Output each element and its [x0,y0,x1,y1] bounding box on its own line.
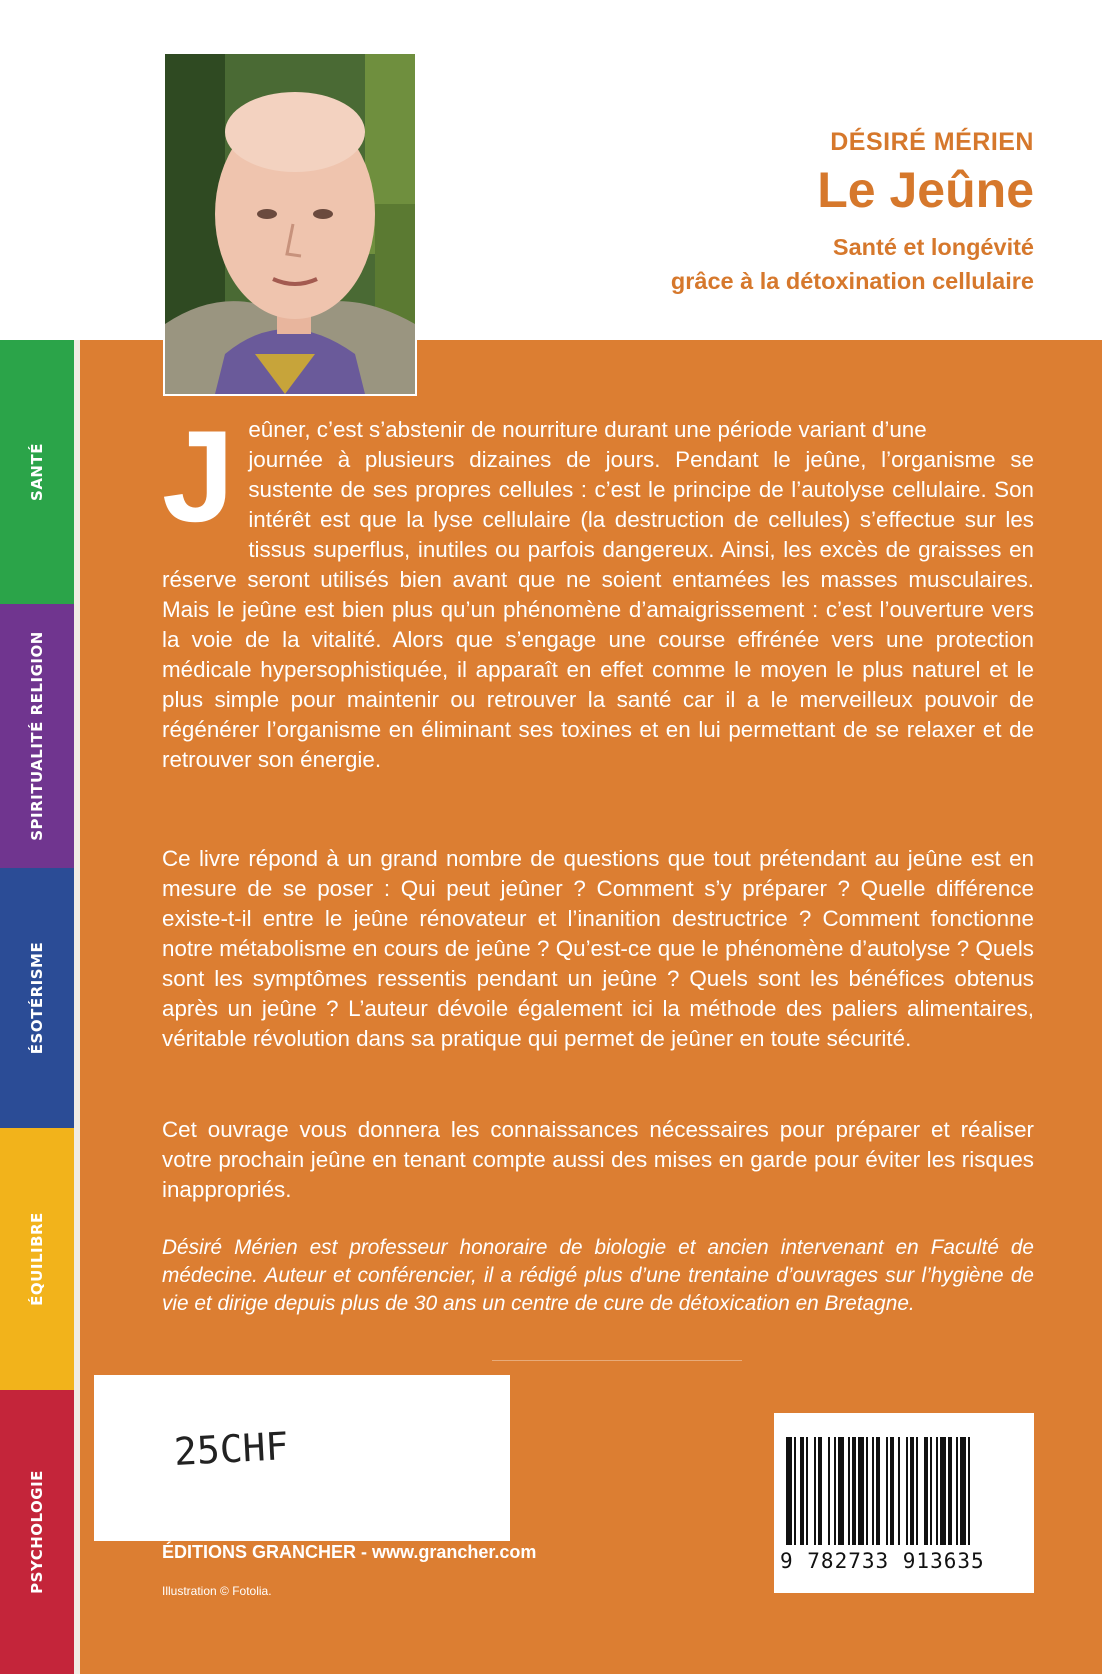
barcode-bar [876,1437,880,1545]
category-label: SPIRITUALITÉ RELIGION [28,631,46,841]
barcode-bar [886,1437,888,1545]
barcode-bar [968,1437,970,1545]
barcode-bar [948,1437,952,1545]
paragraph-conclusion: Cet ouvrage vous donnera les connaissances nécessaires pour préparer et réaliser votre prochain jeûne en tenant compte aussi des mises en garde pour éviter les risques inappropriés. [162,1117,1034,1202]
author-photo [163,52,417,396]
book-subtitle [671,230,1034,298]
barcode-bar [858,1437,864,1545]
divider-line [492,1360,742,1361]
barcode-bar [866,1437,868,1545]
barcode-bar [916,1437,918,1545]
category-sante [0,340,74,604]
barcode-bar [956,1437,958,1545]
book-title: Le Jeûne [817,162,1034,218]
barcode-bar [872,1437,874,1545]
barcode-bar [818,1437,822,1545]
drop-cap: J [162,403,235,549]
subtitle-line-2: grâce à la détoxination cellulaire [670,268,1034,295]
barcode-bar [960,1437,966,1545]
barcode-bar [838,1437,844,1545]
barcode-bar [940,1437,946,1545]
category-esoterisme [0,868,74,1128]
isbn-number: 9 782733 913635 [780,1549,985,1573]
barcode-box [774,1413,1034,1593]
intro-first-line: eûner, c’est s’abstenir de nourriture durant une période variant d’une [248,417,927,442]
barcode-bar [806,1437,808,1545]
barcode-bar [800,1437,804,1545]
category-label: ÉQUILIBRE [28,1212,46,1306]
paragraph-questions: Ce livre répond à un grand nombre de questions que tout prétendant au jeûne est en mesure de se poser : Qui peut jeûner ? Comment s’y préparer ? Quelle différence existe-t-il entre le jeûne rénovateur et l’inanition destructrice ? Comment fonctionne notre métabolisme en cours de jeûne ? Qu’est-ce que le phénomène d’autolyse ? Quels sont les symptômes ressentis pendant un jeûne ? Quels sont les bénéfices obtenus après un jeûne ? L’auteur dévoile également ici la méthode des paliers alimentaires, véritable révolution dans sa pratique qui permet de jeûner en toute sécurité. [162,846,1034,1051]
barcode-bar [828,1437,830,1545]
barcode-bar [848,1437,850,1545]
author-portrait-illustration [165,54,415,394]
barcode-bar [898,1437,900,1545]
author-bio: Désiré Mérien est professeur honoraire de biologie et ancien intervenant en Faculté de médecine. Auteur et conférencier, il a rédigé plus d’une trentaine d’ouvrages sur l’hygiène de vie et dirige depuis plus de 30 ans un centre de cure de détoxication en Bretagne. [162,1236,1034,1315]
barcode-bar [936,1437,938,1545]
subtitle-line-1: Santé et longévité [832,234,1034,260]
barcode-bar [924,1437,928,1545]
category-psychologie [0,1390,74,1674]
barcode-icon [780,1437,1028,1545]
barcode-bar [794,1437,796,1545]
book-header [671,128,1034,298]
category-label: PSYCHOLOGIE [28,1470,46,1594]
barcode-bar [930,1437,932,1545]
handwritten-price: 25CHF [172,1424,290,1474]
publisher-line: ÉDITIONS GRANCHER - www.grancher.com [162,1542,537,1562]
barcode-bar [786,1437,792,1545]
price-sticker [94,1375,510,1541]
category-sidebar [0,340,74,1674]
category-equilibre [0,1128,74,1390]
category-spiritualite-religion [0,604,74,868]
paragraph-intro [162,403,1034,775]
illustration-credit: Illustration © Fotolia. [162,1584,272,1598]
category-label: SANTÉ [28,443,46,501]
barcode-bar [834,1437,836,1545]
barcode-bar [852,1437,856,1545]
author-name: DÉSIRÉ MÉRIEN [830,128,1034,156]
intro-text: journée à plusieurs dizaines de jours. Pendant le jeûne, l’organisme se sustente de ses propres cellules : c’est le principe de l’autolyse cellulaire. Son intérêt est que la lyse cellulaire (la destruction de cellules) s’effectue sur les tissus superflus, inutiles ou parfois dangereux. Ainsi, les excès de graisses en réserve seront utilisés bien avant que ne soient entamées les masses musculaires. Mais le jeûne est bien plus qu’un phénomène d’amaigrissement : c’est l’ouverture vers la voie de la vitalité. Alors que s’engage une course effrénée vers une protection médicale hypersophistiquée, il apparaît en effet comme le moyen le plus naturel et le plus simple pour maintenir ou retrouver la santé car il a le merveilleux pouvoir de régénérer l’organisme en éliminant ses toxines et en lui permettant de se relaxer et de retrouver son énergie. [162,447,1034,772]
barcode-bar [814,1437,816,1545]
category-label: ÉSOTÉRISME [28,941,46,1055]
barcode-bar [890,1437,894,1545]
barcode-bar [906,1437,908,1545]
barcode-bar [910,1437,914,1545]
